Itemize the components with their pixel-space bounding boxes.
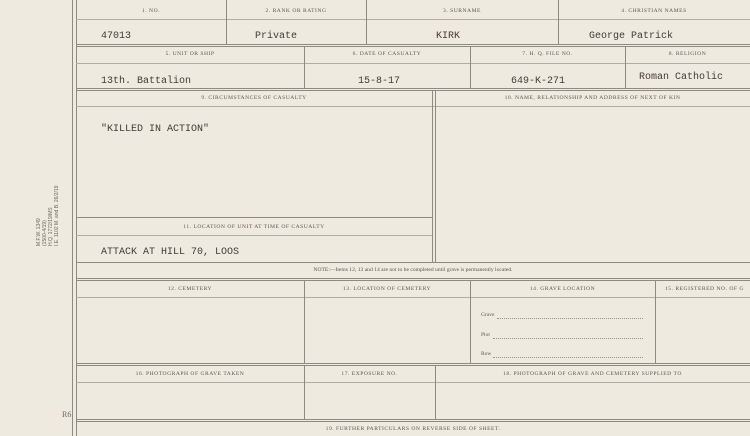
date-casualty-header: 6. DATE OF CASUALTY: [352, 51, 422, 57]
divider: [435, 90, 436, 262]
row-field-label: Row: [481, 351, 492, 357]
divider: [655, 280, 656, 363]
unit-header: 5. UNIT OR SHIP: [165, 51, 215, 57]
unit-value: 13th. Battalion: [101, 76, 192, 87]
divider: [76, 46, 750, 47]
circumstances-header: 9. CIRCUMSTANCES OF CASUALTY: [201, 95, 307, 101]
plot-field-label: Plot: [481, 332, 490, 338]
divider: [76, 382, 750, 383]
location-cemetery-header: 13. LOCATION OF CEMETERY: [342, 286, 432, 292]
divider: [76, 106, 750, 107]
next-of-kin-header: 10. NAME, RELATIONSHIP AND ADDRESS OF NEXT OF KIN: [504, 95, 681, 101]
divider: [226, 0, 227, 44]
photo-supplied-header: 18. PHOTOGRAPH OF GRAVE AND CEMETERY SUPPLIED TO: [503, 371, 682, 377]
circumstances-value: "KILLED IN ACTION": [101, 124, 210, 135]
hq-file-value: 649-K-271: [511, 76, 566, 87]
note-text: NOTE:—Items 12, 13 and 14 are not to be completed until grave is permanently located.: [313, 267, 513, 273]
christian-names-value: George Patrick: [589, 31, 674, 42]
divider: [470, 280, 471, 363]
grave-location-header: 14. GRAVE LOCATION: [529, 286, 596, 292]
form-side-notes: [36, 185, 60, 246]
divider: [76, 280, 750, 281]
divider: [76, 421, 750, 422]
rank-value: Private: [255, 31, 298, 42]
divider: [76, 262, 750, 263]
divider: [76, 90, 750, 91]
religion-header: 8. RELIGION: [668, 51, 707, 57]
divider: [558, 0, 559, 44]
location-unit-header: 11. LOCATION OF UNIT AT TIME OF CASUALTY: [183, 224, 325, 230]
divider: [76, 88, 750, 89]
hq-file-header: 7. H. Q. FILE NO.: [522, 51, 573, 57]
registered-no-header: 15. REGISTERED NO. OF G: [665, 286, 744, 292]
exposure-header: 17. EXPOSURE NO.: [341, 371, 398, 377]
christian-names-header: 4. CHRISTIAN NAMES: [621, 8, 687, 14]
divider: [76, 217, 432, 218]
divider: [76, 278, 750, 279]
corner-mark: R6: [62, 410, 72, 419]
divider: [76, 19, 750, 20]
grave-field-line: [497, 318, 643, 319]
divider: [76, 44, 750, 45]
row-field-line: [493, 357, 643, 358]
divider: [432, 90, 433, 262]
divider: [76, 63, 750, 64]
border-left-outer: [72, 0, 73, 436]
further-particulars-footer: 19. FURTHER PARTICULARS ON REVERSE SIDE OF SHEET.: [325, 426, 501, 432]
divider: [304, 280, 305, 363]
divider: [76, 363, 750, 364]
religion-value: Roman Catholic: [639, 72, 724, 83]
plot-field-line: [493, 338, 643, 339]
rank-header: 2. RANK OR RATING: [265, 8, 327, 14]
side-note: (1500-4/19): [42, 220, 48, 246]
grave-field-label: Grave: [481, 312, 495, 318]
side-note: I.E. 1102 M. and B. 26/2/19: [54, 185, 60, 246]
divider: [76, 419, 750, 420]
no-header: 1. NO.: [141, 8, 161, 14]
side-note: H.Q. 1772/19/MS: [48, 207, 54, 246]
divider: [366, 0, 367, 44]
cemetery-header: 12. CEMETERY: [167, 286, 213, 292]
date-casualty-value: 15-8-17: [358, 76, 401, 87]
service-number-value: 47013: [101, 31, 132, 42]
surname-value: KIRK: [436, 31, 461, 42]
divider: [76, 365, 750, 366]
divider: [76, 235, 432, 236]
divider: [76, 297, 750, 298]
side-note: M.F.W. 1349: [36, 218, 42, 246]
surname-header: 3. SURNAME: [443, 8, 481, 14]
photo-grave-header: 16. PHOTOGRAPH OF GRAVE TAKEN: [135, 371, 245, 377]
location-unit-value: ATTACK AT HILL 70, LOOS: [101, 247, 240, 258]
